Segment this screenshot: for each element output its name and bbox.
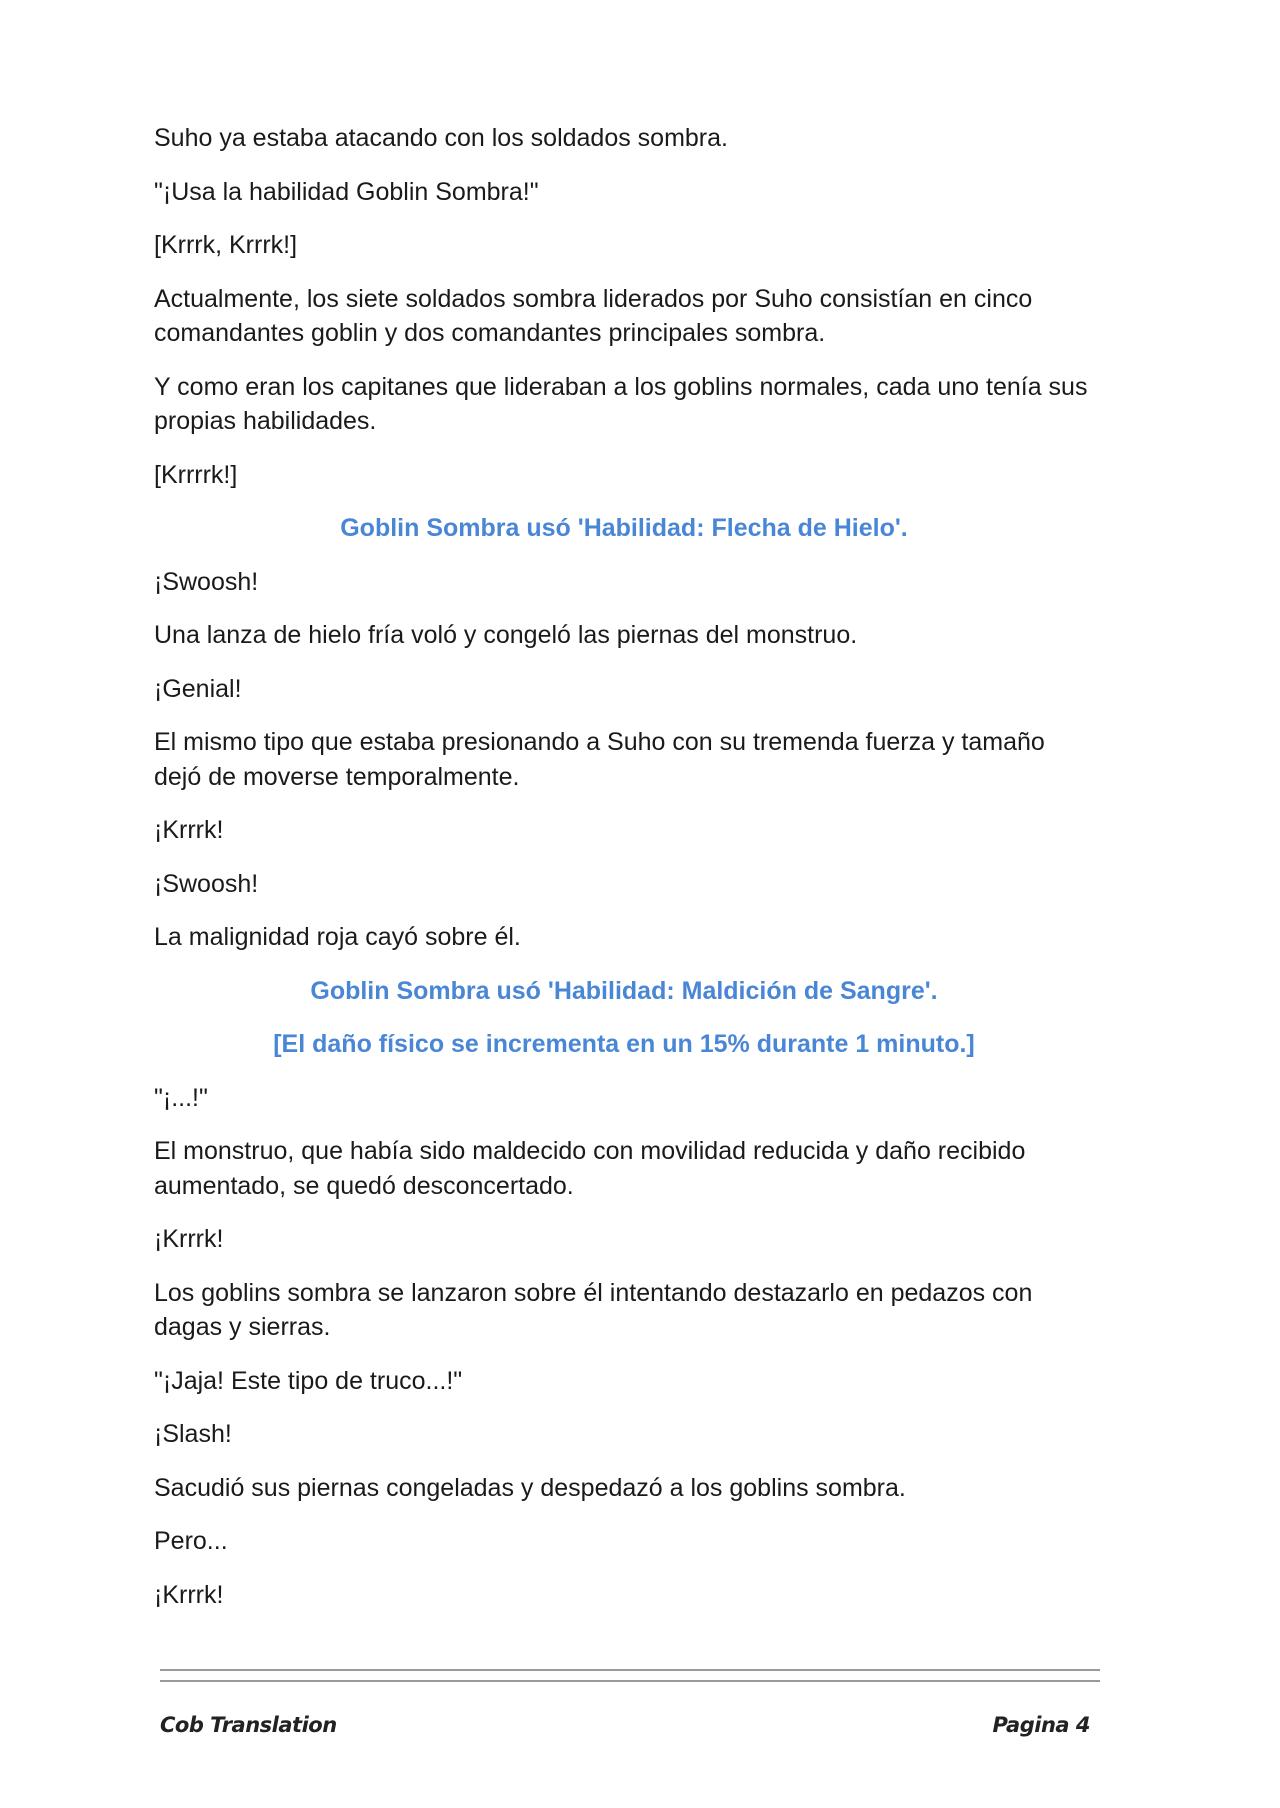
paragraph: Y como eran los capitanes que lideraban a los goblins normales, cada uno tenía sus propias habilidades. — [154, 372, 1095, 435]
paragraph: La malignidad roja cayó sobre él. — [154, 923, 521, 951]
footer-divider-top — [160, 1669, 1100, 1671]
paragraph: Actualmente, los siete soldados sombra liderados por Suho consistían en cinco comandantes goblin y dos comandantes principales sombra. — [154, 284, 1040, 347]
paragraph: Una lanza de hielo fría voló y congeló las piernas del monstruo. — [154, 621, 858, 649]
paragraph: [Krrrk, Krrrk!] — [154, 231, 298, 259]
paragraph: ¡Swoosh! — [154, 567, 259, 596]
system-message: [El daño físico se incrementa en un 15% durante 1 minuto.] — [273, 1030, 975, 1058]
paragraph: "¡Jaja! Este tipo de truco...!" — [154, 1366, 463, 1395]
paragraph: ¡Swoosh! — [154, 869, 259, 898]
system-message: Goblin Sombra usó 'Habilidad: Maldición de Sangre'. — [310, 976, 938, 1005]
paragraph: El mismo tipo que estaba presionando a Suho con su tremenda fuerza y tamaño dejó de moverse temporalmente. — [154, 728, 1052, 791]
paragraph: ¡Krrrk! — [154, 816, 224, 844]
page-body — [154, 121, 1094, 1631]
paragraph: "¡...!" — [154, 1083, 208, 1112]
paragraph: Los goblins sombra se lanzaron sobre él intentando destazarlo en pedazos con dagas y sierras. — [154, 1278, 1040, 1341]
paragraph: [Krrrrk!] — [154, 460, 238, 489]
footer-page-number: Pagina 4 — [992, 1713, 1090, 1737]
paragraph: ¡Krrrk! — [154, 1225, 224, 1253]
paragraph: El monstruo, que había sido maldecido con movilidad reducida y daño recibido aumentado, se quedó desconcertado. — [154, 1137, 1033, 1200]
paragraph: ¡Slash! — [154, 1420, 232, 1448]
paragraph: ¡Krrrk! — [154, 1580, 224, 1609]
paragraph: "¡Usa la habilidad Goblin Sombra!" — [154, 177, 539, 206]
paragraph: Suho ya estaba atacando con los soldados sombra. — [154, 124, 728, 152]
paragraph: Sacudió sus piernas congeladas y despedazó a los goblins sombra. — [154, 1473, 906, 1502]
paragraph: Pero... — [154, 1527, 228, 1555]
paragraph: ¡Genial! — [154, 674, 242, 703]
footer-divider-bottom — [160, 1680, 1100, 1682]
system-message: Goblin Sombra usó 'Habilidad: Flecha de Hielo'. — [340, 514, 908, 542]
footer-translator: Cob Translation — [160, 1713, 337, 1737]
